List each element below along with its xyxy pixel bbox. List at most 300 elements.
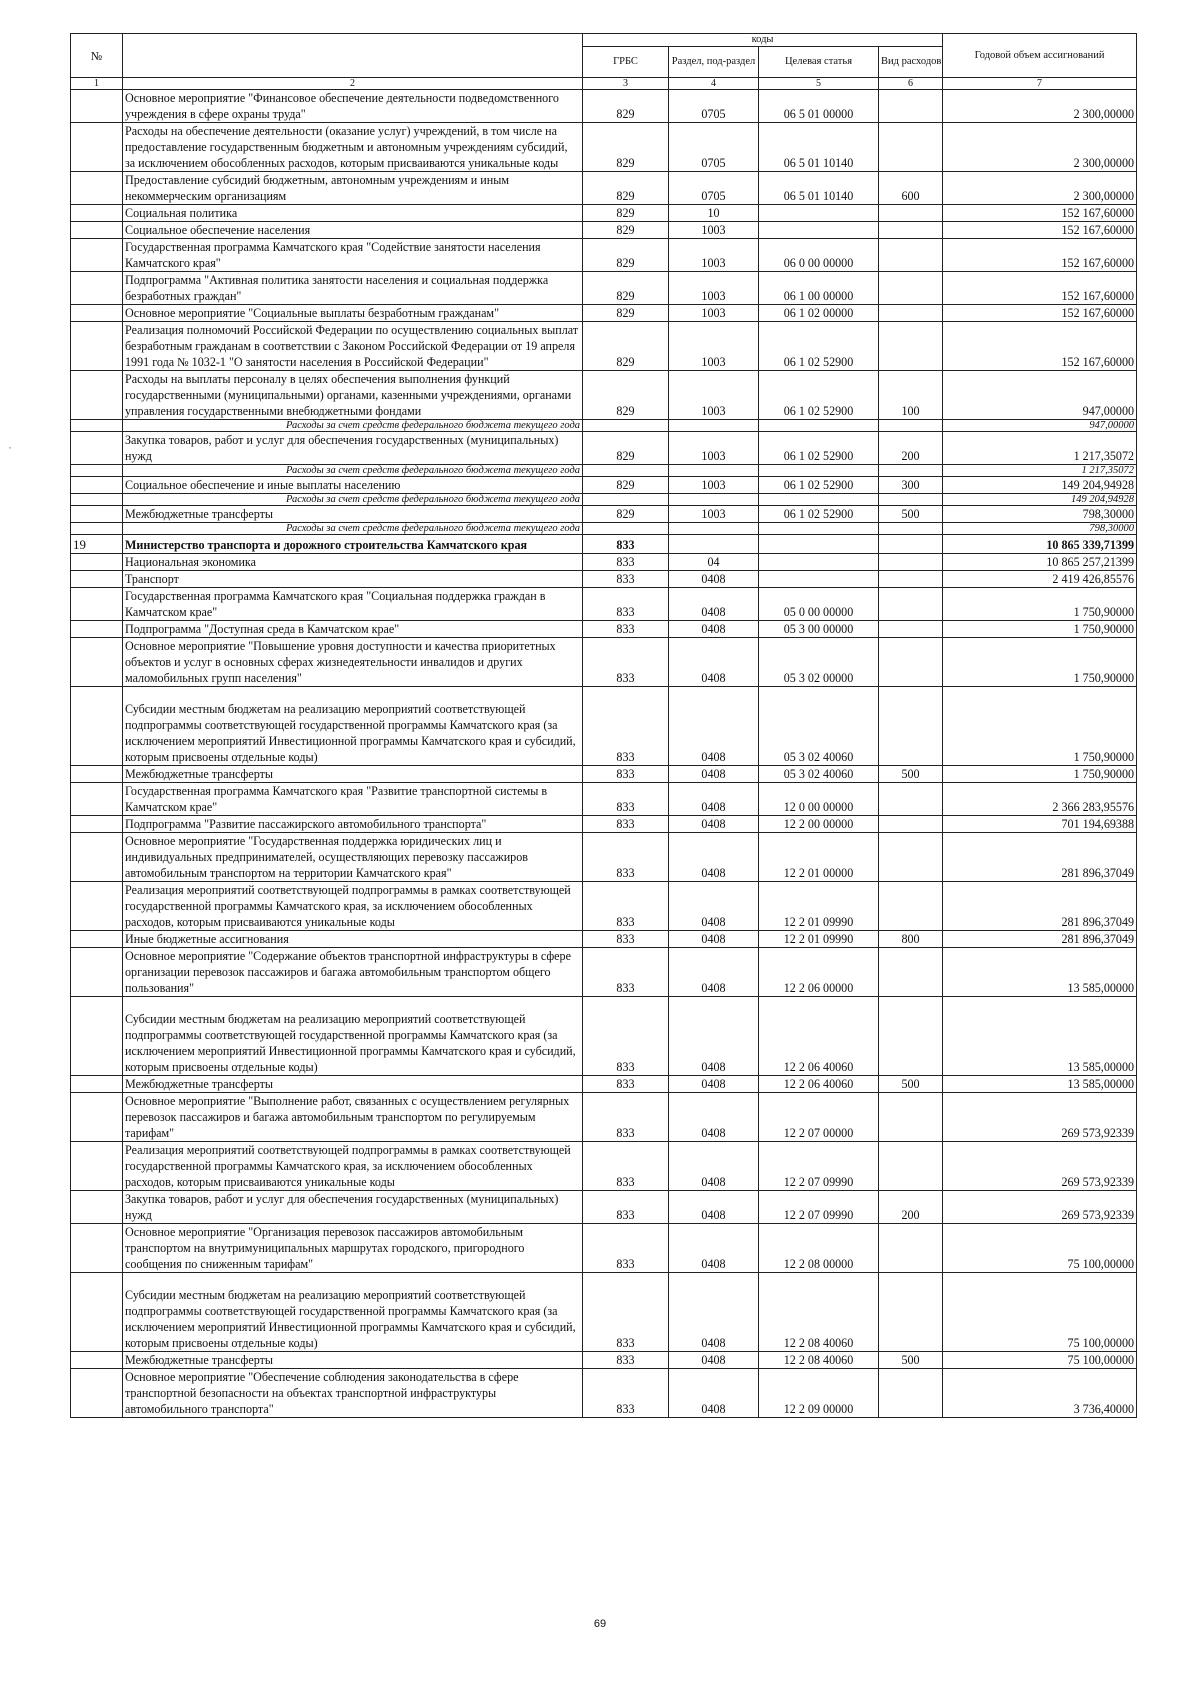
header-no: № (71, 34, 123, 78)
row-no-cell (71, 638, 123, 687)
sum-cell: 13 585,00000 (943, 948, 1137, 997)
section-cell: 0705 (669, 90, 759, 123)
kind-cell (879, 882, 943, 931)
table-row (71, 1369, 1137, 1418)
target-cell (759, 494, 879, 506)
row-no-cell (71, 571, 123, 588)
kind-cell (879, 535, 943, 554)
table-row (71, 90, 1137, 123)
table-row (71, 432, 1137, 465)
federal-sum: 1 217,35072 (943, 465, 1137, 477)
target-cell (759, 222, 879, 239)
table-row (71, 420, 1137, 432)
kind-cell (879, 997, 943, 1076)
target-cell: 05 3 02 40060 (759, 766, 879, 783)
kind-cell: 500 (879, 1352, 943, 1369)
sum-cell: 1 750,90000 (943, 638, 1137, 687)
table-row (71, 588, 1137, 621)
kind-cell (879, 420, 943, 432)
grbs-cell: 833 (583, 833, 669, 882)
grbs-cell (583, 465, 669, 477)
row-name: Основное мероприятие "Содержание объектов транспортной инфраструктуры в сфере организации перевозок пассажиров и багажа автомобильным транспортом общего пользования" (123, 948, 583, 997)
section-cell: 0408 (669, 816, 759, 833)
section-cell: 0705 (669, 172, 759, 205)
table-row (71, 948, 1137, 997)
section-cell (669, 494, 759, 506)
grbs-cell: 833 (583, 1076, 669, 1093)
col-num-2: 2 (123, 78, 583, 90)
grbs-cell: 833 (583, 816, 669, 833)
row-no-cell (71, 272, 123, 305)
section-cell: 0408 (669, 571, 759, 588)
grbs-cell: 833 (583, 621, 669, 638)
grbs-cell: 833 (583, 1191, 669, 1224)
grbs-cell: 833 (583, 687, 669, 766)
section-cell: 0408 (669, 931, 759, 948)
federal-note: Расходы за счет средств федерального бюджета текущего года (123, 523, 583, 535)
section-cell: 0408 (669, 1352, 759, 1369)
kind-cell (879, 465, 943, 477)
kind-cell: 500 (879, 506, 943, 523)
row-name: Подпрограмма "Активная политика занятости населения и социальная поддержка безработных граждан" (123, 272, 583, 305)
kind-cell (879, 1273, 943, 1352)
table-row (71, 205, 1137, 222)
sum-cell: 152 167,60000 (943, 222, 1137, 239)
kind-cell (879, 638, 943, 687)
header-section: Раздел, под-раздел (669, 47, 759, 78)
sum-cell: 269 573,92339 (943, 1093, 1137, 1142)
row-name: Реализация полномочий Российской Федерации по осуществлению социальных выплат безработным гражданам в соответствии с Законом Российской Федерации от 19 апреля 1991 года № 1032-1 "О занятости населения в Российской Федерации" (123, 322, 583, 371)
kind-cell: 200 (879, 1191, 943, 1224)
target-cell: 12 2 06 00000 (759, 948, 879, 997)
kind-cell (879, 239, 943, 272)
section-cell: 0408 (669, 1273, 759, 1352)
sum-cell: 152 167,60000 (943, 239, 1137, 272)
header-target: Целевая статья (759, 47, 879, 78)
grbs-cell: 829 (583, 239, 669, 272)
section-cell: 0408 (669, 1369, 759, 1418)
table-row (71, 477, 1137, 494)
kind-cell (879, 1093, 943, 1142)
grbs-cell: 829 (583, 305, 669, 322)
grbs-cell: 833 (583, 638, 669, 687)
table-row (71, 506, 1137, 523)
table-row (71, 687, 1137, 766)
kind-cell: 800 (879, 931, 943, 948)
row-name: Межбюджетные трансферты (123, 1352, 583, 1369)
section-cell: 1003 (669, 222, 759, 239)
row-name: Основное мероприятие "Социальные выплаты безработным гражданам" (123, 305, 583, 322)
target-cell (759, 205, 879, 222)
section-cell: 0408 (669, 833, 759, 882)
table-row (71, 554, 1137, 571)
row-no-cell (71, 172, 123, 205)
sum-cell: 152 167,60000 (943, 205, 1137, 222)
row-no-cell (71, 494, 123, 506)
table-row (71, 638, 1137, 687)
row-no-cell (71, 1369, 123, 1418)
target-cell: 06 5 01 10140 (759, 123, 879, 172)
table-row (71, 1273, 1137, 1352)
row-name: Основное мероприятие "Финансовое обеспечение деятельности подведомственного учреждения в сфере охраны труда" (123, 90, 583, 123)
federal-sum: 149 204,94928 (943, 494, 1137, 506)
target-cell: 06 0 00 00000 (759, 239, 879, 272)
table-row (71, 535, 1137, 554)
section-cell: 0408 (669, 687, 759, 766)
row-no-cell (71, 465, 123, 477)
grbs-cell: 833 (583, 1224, 669, 1273)
sum-cell: 2 419 426,85576 (943, 571, 1137, 588)
grbs-cell: 829 (583, 506, 669, 523)
row-no-cell (71, 1191, 123, 1224)
target-cell: 05 0 00 00000 (759, 588, 879, 621)
row-no-cell (71, 222, 123, 239)
row-name: Подпрограмма "Развитие пассажирского автомобильного транспорта" (123, 816, 583, 833)
row-name: Межбюджетные трансферты (123, 766, 583, 783)
row-name: Основное мероприятие "Организация перевозок пассажиров автомобильным транспортом на внутримуниципальных маршрутах городского, пригородного сообщения по сниженным тарифам" (123, 1224, 583, 1273)
sum-cell: 947,00000 (943, 371, 1137, 420)
target-cell (759, 523, 879, 535)
sum-cell: 10 865 339,71399 (943, 535, 1137, 554)
target-cell: 12 2 01 09990 (759, 931, 879, 948)
kind-cell (879, 322, 943, 371)
table-row (71, 1352, 1137, 1369)
sum-cell: 10 865 257,21399 (943, 554, 1137, 571)
section-cell: 1003 (669, 506, 759, 523)
kind-cell (879, 1369, 943, 1418)
row-no-cell (71, 420, 123, 432)
row-no-cell (71, 90, 123, 123)
row-name: Межбюджетные трансферты (123, 506, 583, 523)
sum-cell: 13 585,00000 (943, 997, 1137, 1076)
kind-cell: 500 (879, 1076, 943, 1093)
row-no-cell (71, 1093, 123, 1142)
kind-cell (879, 494, 943, 506)
row-name: Закупка товаров, работ и услуг для обеспечения государственных (муниципальных) нужд (123, 432, 583, 465)
sum-cell: 152 167,60000 (943, 322, 1137, 371)
section-cell: 1003 (669, 371, 759, 420)
grbs-cell: 833 (583, 1352, 669, 1369)
target-cell: 06 5 01 10140 (759, 172, 879, 205)
target-cell: 12 2 00 00000 (759, 816, 879, 833)
row-name: Субсидии местным бюджетам на реализацию мероприятий соответствующей подпрограммы соответствующей государственной программы Камчатского края (за исключением мероприятий Инвестиционной программы Камчатского края и субсидий, которым присвоены отдельные коды) (123, 1273, 583, 1352)
row-name: Расходы на выплаты персоналу в целях обеспечения выполнения функций государственными (муниципальными) органами, казенными учреждениями, органами управления государственными внебюджетными фондами (123, 371, 583, 420)
row-name: Основное мероприятие "Государственная поддержка юридических лиц и индивидуальных предпринимателей, осуществляющих перевозку пассажиров автомобильным транспортом на территории Камчатского края" (123, 833, 583, 882)
grbs-cell: 829 (583, 477, 669, 494)
row-no-cell (71, 205, 123, 222)
target-cell: 05 3 00 00000 (759, 621, 879, 638)
row-name: Основное мероприятие "Обеспечение соблюдения законодательства в сфере транспортной безопасности на объектах транспортной инфраструктуры автомобильного транспорта" (123, 1369, 583, 1418)
sum-cell: 269 573,92339 (943, 1142, 1137, 1191)
row-no-cell (71, 305, 123, 322)
kind-cell: 300 (879, 477, 943, 494)
row-name: Предоставление субсидий бюджетным, автономным учреждениям и иным некоммерческим организациям (123, 172, 583, 205)
row-name: Государственная программа Камчатского края "Развитие транспортной системы в Камчатском крае" (123, 783, 583, 816)
sum-cell: 149 204,94928 (943, 477, 1137, 494)
table-row (71, 494, 1137, 506)
kind-cell: 200 (879, 432, 943, 465)
table-row (71, 272, 1137, 305)
sum-cell: 1 750,90000 (943, 687, 1137, 766)
section-cell: 1003 (669, 305, 759, 322)
table-row (71, 571, 1137, 588)
row-no-cell (71, 997, 123, 1076)
sum-cell: 2 300,00000 (943, 123, 1137, 172)
row-no-cell (71, 1352, 123, 1369)
row-name: Социальное обеспечение населения (123, 222, 583, 239)
grbs-cell: 833 (583, 588, 669, 621)
table-row (71, 305, 1137, 322)
row-name: Социальная политика (123, 205, 583, 222)
kind-cell (879, 222, 943, 239)
grbs-cell: 833 (583, 1142, 669, 1191)
target-cell: 06 1 02 52900 (759, 432, 879, 465)
header-codes: коды (583, 34, 943, 47)
table-body (71, 90, 1137, 1418)
row-name: Министерство транспорта и дорожного строительства Камчатского края (123, 535, 583, 554)
federal-sum: 798,30000 (943, 523, 1137, 535)
federal-note: Расходы за счет средств федерального бюджета текущего года (123, 494, 583, 506)
row-name: Транспорт (123, 571, 583, 588)
grbs-cell: 829 (583, 432, 669, 465)
row-no-cell (71, 1224, 123, 1273)
table-row (71, 931, 1137, 948)
kind-cell (879, 783, 943, 816)
header-row (71, 34, 1137, 47)
row-name: Государственная программа Камчатского края "Содействие занятости населения Камчатского края" (123, 239, 583, 272)
row-name: Подпрограмма "Доступная среда в Камчатском крае" (123, 621, 583, 638)
grbs-cell: 833 (583, 997, 669, 1076)
target-cell: 12 0 00 00000 (759, 783, 879, 816)
section-cell (669, 465, 759, 477)
row-name: Основное мероприятие "Повышение уровня доступности и качества приоритетных объектов и услуг в основных сферах жизнедеятельности инвалидов и других маломобильных групп населения" (123, 638, 583, 687)
section-cell: 0408 (669, 766, 759, 783)
grbs-cell (583, 420, 669, 432)
grbs-cell: 829 (583, 322, 669, 371)
table-row (71, 621, 1137, 638)
section-cell: 0705 (669, 123, 759, 172)
row-no-cell (71, 322, 123, 371)
row-no-cell: 19 (71, 535, 123, 554)
sum-cell: 13 585,00000 (943, 1076, 1137, 1093)
section-cell: 0408 (669, 588, 759, 621)
sum-cell: 1 750,90000 (943, 766, 1137, 783)
grbs-cell: 829 (583, 272, 669, 305)
row-no-cell (71, 239, 123, 272)
kind-cell (879, 90, 943, 123)
grbs-cell: 833 (583, 1369, 669, 1418)
page-number: 69 (593, 1618, 607, 1630)
sum-cell: 281 896,37049 (943, 931, 1137, 948)
grbs-cell: 833 (583, 571, 669, 588)
target-cell: 06 1 00 00000 (759, 272, 879, 305)
section-cell: 0408 (669, 783, 759, 816)
row-name: Национальная экономика (123, 554, 583, 571)
grbs-cell: 829 (583, 371, 669, 420)
row-name: Реализация мероприятий соответствующей подпрограммы в рамках соответствующей государственной программы Камчатского края, за исключением обособленных расходов, которым присваиваются уникальные коды (123, 1142, 583, 1191)
row-no-cell (71, 783, 123, 816)
table-row (71, 997, 1137, 1076)
section-cell: 0408 (669, 948, 759, 997)
kind-cell (879, 948, 943, 997)
section-cell: 0408 (669, 1224, 759, 1273)
kind-cell (879, 272, 943, 305)
section-cell: 1003 (669, 322, 759, 371)
grbs-cell: 833 (583, 535, 669, 554)
kind-cell (879, 621, 943, 638)
sum-cell: 281 896,37049 (943, 833, 1137, 882)
table-row (71, 523, 1137, 535)
sum-cell: 798,30000 (943, 506, 1137, 523)
sum-cell: 2 300,00000 (943, 90, 1137, 123)
kind-cell (879, 687, 943, 766)
header-grbs: ГРБС (583, 47, 669, 78)
section-cell: 0408 (669, 1093, 759, 1142)
row-name: Межбюджетные трансферты (123, 1076, 583, 1093)
col-num-3: 3 (583, 78, 669, 90)
target-cell: 12 2 08 40060 (759, 1352, 879, 1369)
sum-cell: 1 750,90000 (943, 588, 1137, 621)
table-row (71, 1224, 1137, 1273)
col-num-6: 6 (879, 78, 943, 90)
target-cell: 06 5 01 00000 (759, 90, 879, 123)
margin-mark: · (8, 440, 12, 454)
table-row (71, 465, 1137, 477)
row-no-cell (71, 1076, 123, 1093)
section-cell: 04 (669, 554, 759, 571)
table-row (71, 833, 1137, 882)
col-num-7: 7 (943, 78, 1137, 90)
target-cell: 06 1 02 00000 (759, 305, 879, 322)
budget-document (70, 33, 1136, 1418)
target-cell: 06 1 02 52900 (759, 322, 879, 371)
target-cell: 06 1 02 52900 (759, 506, 879, 523)
row-no-cell (71, 948, 123, 997)
sum-cell: 152 167,60000 (943, 272, 1137, 305)
section-cell: 0408 (669, 1142, 759, 1191)
sum-cell: 1 750,90000 (943, 621, 1137, 638)
grbs-cell: 829 (583, 222, 669, 239)
row-no-cell (71, 554, 123, 571)
target-cell: 05 3 02 40060 (759, 687, 879, 766)
target-cell: 12 2 07 00000 (759, 1093, 879, 1142)
target-cell: 12 2 01 00000 (759, 833, 879, 882)
kind-cell (879, 571, 943, 588)
target-cell: 12 2 09 00000 (759, 1369, 879, 1418)
row-no-cell (71, 882, 123, 931)
section-cell: 1003 (669, 432, 759, 465)
sum-cell: 3 736,40000 (943, 1369, 1137, 1418)
row-no-cell (71, 432, 123, 465)
section-cell: 0408 (669, 638, 759, 687)
target-cell: 12 2 01 09990 (759, 882, 879, 931)
kind-cell (879, 554, 943, 571)
federal-sum: 947,00000 (943, 420, 1137, 432)
section-cell: 1003 (669, 477, 759, 494)
section-cell: 1003 (669, 239, 759, 272)
kind-cell (879, 1224, 943, 1273)
kind-cell: 100 (879, 371, 943, 420)
row-name: Закупка товаров, работ и услуг для обеспечения государственных (муниципальных) нужд (123, 1191, 583, 1224)
row-no-cell (71, 477, 123, 494)
table-row (71, 1093, 1137, 1142)
row-no-cell (71, 766, 123, 783)
target-cell: 12 2 07 09990 (759, 1191, 879, 1224)
row-no-cell (71, 523, 123, 535)
kind-cell (879, 588, 943, 621)
row-name: Субсидии местным бюджетам на реализацию мероприятий соответствующей подпрограммы соответствующей государственной программы Камчатского края (за исключением мероприятий Инвестиционной программы Камчатского края и субсидий, которым присвоены отдельные коды) (123, 997, 583, 1076)
table-row (71, 1142, 1137, 1191)
target-cell (759, 420, 879, 432)
sum-cell: 701 194,69388 (943, 816, 1137, 833)
row-name: Расходы на обеспечение деятельности (оказание услуг) учреждений, в том числе на предоставление государственным бюджетным и автономным учреждениям субсидий, за исключением обособленных расходов, которым присваиваются уникальные коды (123, 123, 583, 172)
section-cell: 10 (669, 205, 759, 222)
table-row (71, 123, 1137, 172)
row-no-cell (71, 588, 123, 621)
table-row (71, 816, 1137, 833)
grbs-cell (583, 523, 669, 535)
col-num-5: 5 (759, 78, 879, 90)
table-row (71, 172, 1137, 205)
row-no-cell (71, 1273, 123, 1352)
kind-cell (879, 305, 943, 322)
sum-cell: 75 100,00000 (943, 1273, 1137, 1352)
target-cell: 12 2 08 00000 (759, 1224, 879, 1273)
target-cell (759, 465, 879, 477)
grbs-cell: 833 (583, 554, 669, 571)
section-cell: 0408 (669, 621, 759, 638)
grbs-cell: 833 (583, 1093, 669, 1142)
table-row (71, 371, 1137, 420)
sum-cell: 75 100,00000 (943, 1352, 1137, 1369)
sum-cell: 2 366 283,95576 (943, 783, 1137, 816)
sum-cell: 269 573,92339 (943, 1191, 1137, 1224)
row-name: Субсидии местным бюджетам на реализацию мероприятий соответствующей подпрограммы соответствующей государственной программы Камчатского края (за исключением мероприятий Инвестиционной программы Камчатского края и субсидий, которым присвоены отдельные коды) (123, 687, 583, 766)
target-cell (759, 554, 879, 571)
target-cell: 12 2 07 09990 (759, 1142, 879, 1191)
target-cell: 12 2 06 40060 (759, 997, 879, 1076)
row-no-cell (71, 621, 123, 638)
section-cell (669, 523, 759, 535)
grbs-cell: 829 (583, 205, 669, 222)
grbs-cell: 833 (583, 931, 669, 948)
col-num-4: 4 (669, 78, 759, 90)
col-num-1: 1 (71, 78, 123, 90)
grbs-cell: 833 (583, 783, 669, 816)
sum-cell: 152 167,60000 (943, 305, 1137, 322)
row-name: Государственная программа Камчатского края "Социальная поддержка граждан в Камчатском крае" (123, 588, 583, 621)
grbs-cell: 833 (583, 1273, 669, 1352)
table-row (71, 1076, 1137, 1093)
row-no-cell (71, 506, 123, 523)
table-row (71, 222, 1137, 239)
grbs-cell: 833 (583, 766, 669, 783)
sum-cell: 75 100,00000 (943, 1224, 1137, 1273)
grbs-cell: 829 (583, 90, 669, 123)
grbs-cell: 829 (583, 172, 669, 205)
table-row (71, 882, 1137, 931)
kind-cell (879, 523, 943, 535)
row-no-cell (71, 123, 123, 172)
target-cell: 12 2 08 40060 (759, 1273, 879, 1352)
section-cell: 0408 (669, 882, 759, 931)
row-name: Иные бюджетные ассигнования (123, 931, 583, 948)
section-cell (669, 535, 759, 554)
grbs-cell: 829 (583, 123, 669, 172)
sum-cell: 2 300,00000 (943, 172, 1137, 205)
header-kind: Вид расходов (879, 47, 943, 78)
row-no-cell (71, 833, 123, 882)
